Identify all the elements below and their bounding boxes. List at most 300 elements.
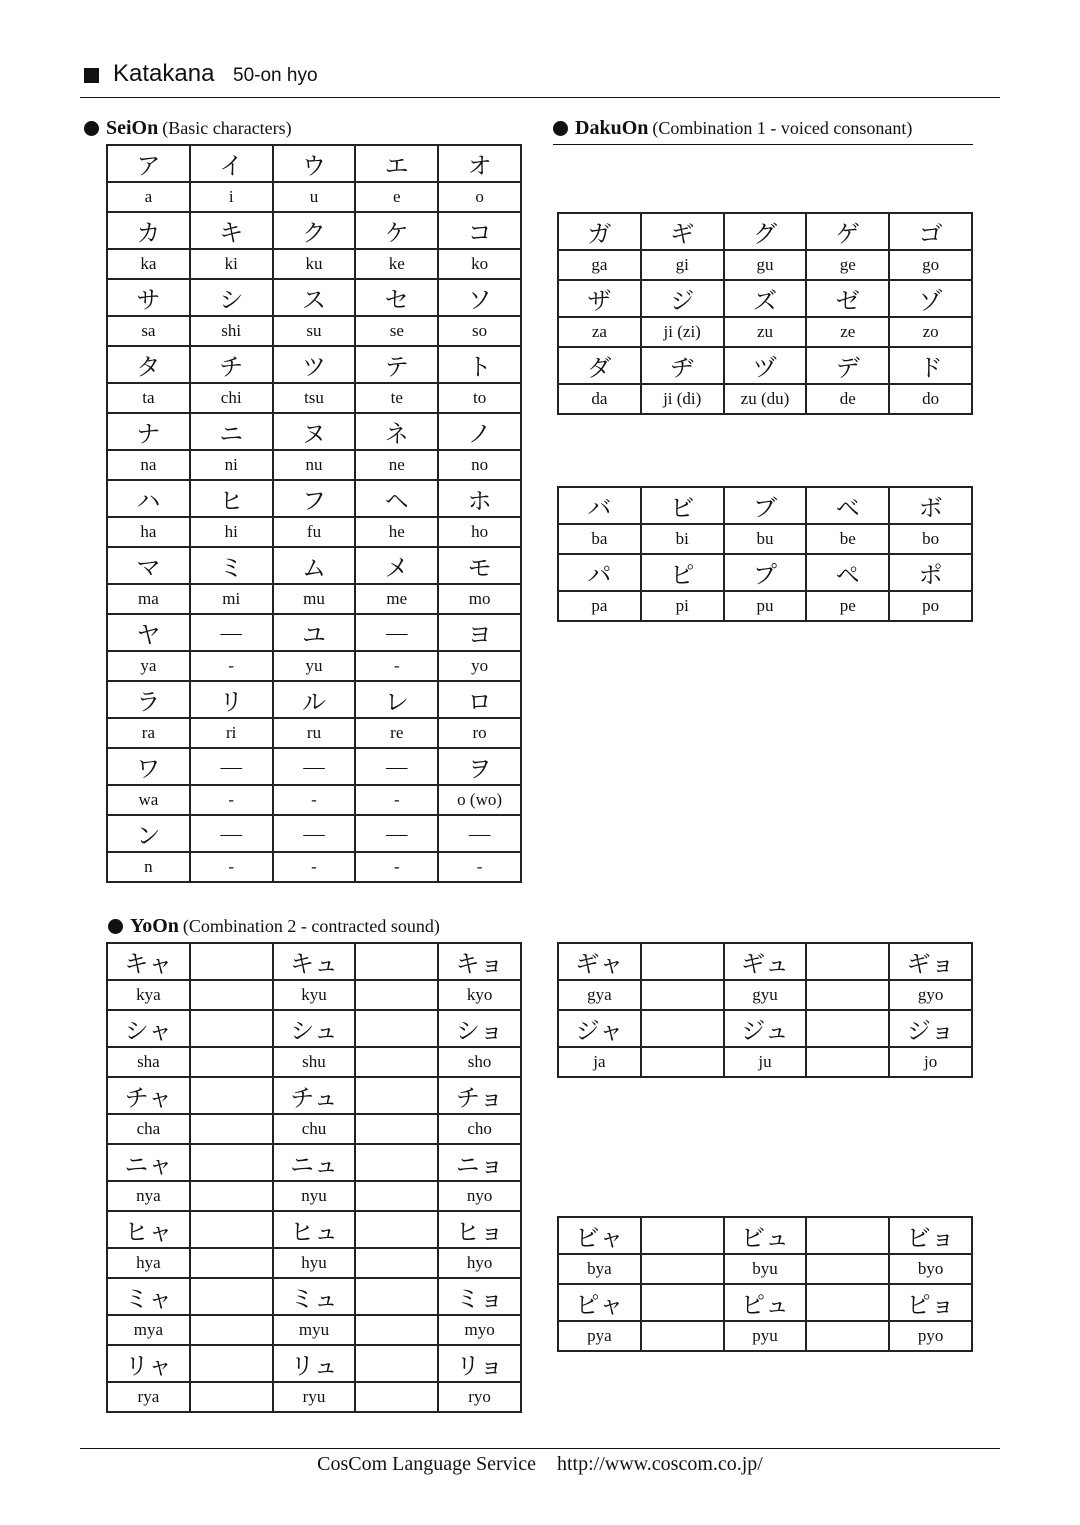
kana-cell: プ xyxy=(724,554,807,591)
kana-cell: リャ xyxy=(107,1345,190,1382)
kana-cell: — xyxy=(190,614,273,651)
romaji-cell: pu xyxy=(724,591,807,621)
romaji-cell: he xyxy=(355,517,438,547)
kana-cell: キュ xyxy=(273,943,356,980)
romaji-cell xyxy=(190,1382,273,1412)
kana-cell xyxy=(355,1077,438,1114)
kana-cell: モ xyxy=(438,547,521,584)
kana-cell: ガ xyxy=(558,213,641,250)
romaji-row xyxy=(558,591,972,621)
kana-cell: ワ xyxy=(107,748,190,785)
kana-cell xyxy=(190,1077,273,1114)
romaji-cell: ke xyxy=(355,249,438,279)
kana-row xyxy=(558,347,972,384)
kana-cell: ド xyxy=(889,347,972,384)
yoon-title: YoOn xyxy=(130,914,179,937)
kana-cell: ブ xyxy=(724,487,807,524)
kana-cell xyxy=(641,1217,724,1254)
romaji-cell: pya xyxy=(558,1321,641,1351)
romaji-row xyxy=(558,1254,972,1284)
romaji-cell: do xyxy=(889,384,972,414)
dakuon-title: DakuOn xyxy=(575,116,649,139)
kana-cell: ビュ xyxy=(724,1217,807,1254)
kana-cell: ビャ xyxy=(558,1217,641,1254)
romaji-cell: ri xyxy=(190,718,273,748)
kana-cell: ベ xyxy=(806,487,889,524)
romaji-cell: hi xyxy=(190,517,273,547)
romaji-cell: pi xyxy=(641,591,724,621)
romaji-cell: ze xyxy=(806,317,889,347)
kana-cell: ラ xyxy=(107,681,190,718)
romaji-cell: myu xyxy=(273,1315,356,1345)
kana-cell xyxy=(641,1010,724,1047)
square-bullet-icon xyxy=(84,68,99,83)
romaji-row xyxy=(107,1181,521,1211)
romaji-cell: gyo xyxy=(889,980,972,1010)
kana-cell: — xyxy=(355,815,438,852)
romaji-cell: ki xyxy=(190,249,273,279)
romaji-cell: zu xyxy=(724,317,807,347)
romaji-cell: pyo xyxy=(889,1321,972,1351)
kana-cell: ジュ xyxy=(724,1010,807,1047)
kana-cell: — xyxy=(190,815,273,852)
romaji-cell: yu xyxy=(273,651,356,681)
kana-row xyxy=(107,1077,521,1114)
kana-cell: ヒュ xyxy=(273,1211,356,1248)
romaji-cell: ya xyxy=(107,651,190,681)
kana-cell: ク xyxy=(273,212,356,249)
romaji-cell: za xyxy=(558,317,641,347)
dakuon-desc: (Combination 1 - voiced consonant) xyxy=(652,117,913,138)
romaji-cell xyxy=(190,1248,273,1278)
romaji-cell: o (wo) xyxy=(438,785,521,815)
kana-cell xyxy=(355,1278,438,1315)
romaji-cell xyxy=(355,980,438,1010)
yoon-heading xyxy=(108,914,440,938)
kana-cell: ヒョ xyxy=(438,1211,521,1248)
kana-row xyxy=(107,681,521,718)
kana-cell: リ xyxy=(190,681,273,718)
romaji-cell xyxy=(355,1181,438,1211)
kana-cell: ジ xyxy=(641,280,724,317)
romaji-cell: tsu xyxy=(273,383,356,413)
kana-row xyxy=(107,480,521,517)
romaji-cell: sha xyxy=(107,1047,190,1077)
romaji-cell: mu xyxy=(273,584,356,614)
kana-cell: ハ xyxy=(107,480,190,517)
kana-cell: ショ xyxy=(438,1010,521,1047)
romaji-cell: shi xyxy=(190,316,273,346)
romaji-cell xyxy=(190,1114,273,1144)
kana-cell: ヲ xyxy=(438,748,521,785)
kana-cell: ナ xyxy=(107,413,190,450)
romaji-cell: ba xyxy=(558,524,641,554)
kana-cell: リョ xyxy=(438,1345,521,1382)
kana-cell xyxy=(355,1345,438,1382)
romaji-cell: ho xyxy=(438,517,521,547)
kana-cell: ニャ xyxy=(107,1144,190,1181)
romaji-cell: mi xyxy=(190,584,273,614)
kana-cell: ウ xyxy=(273,145,356,182)
romaji-cell: pa xyxy=(558,591,641,621)
kana-row xyxy=(107,815,521,852)
romaji-cell: chu xyxy=(273,1114,356,1144)
romaji-cell: ma xyxy=(107,584,190,614)
romaji-cell: hya xyxy=(107,1248,190,1278)
kana-cell: ス xyxy=(273,279,356,316)
romaji-row xyxy=(107,450,521,480)
kana-cell xyxy=(806,1010,889,1047)
romaji-row xyxy=(558,1047,972,1077)
kana-cell: ノ xyxy=(438,413,521,450)
kana-cell: ロ xyxy=(438,681,521,718)
romaji-cell: bo xyxy=(889,524,972,554)
romaji-cell: go xyxy=(889,250,972,280)
kana-cell: デ xyxy=(806,347,889,384)
dakuon-heading xyxy=(553,116,912,140)
kana-cell: ミュ xyxy=(273,1278,356,1315)
romaji-cell: ga xyxy=(558,250,641,280)
seion-heading xyxy=(84,116,292,140)
romaji-row xyxy=(107,383,521,413)
kana-row xyxy=(107,614,521,651)
kana-cell: チャ xyxy=(107,1077,190,1114)
kana-cell: ボ xyxy=(889,487,972,524)
kana-cell: メ xyxy=(355,547,438,584)
romaji-row xyxy=(107,651,521,681)
kana-row xyxy=(107,413,521,450)
kana-row xyxy=(558,280,972,317)
kana-cell xyxy=(806,1284,889,1321)
romaji-row xyxy=(107,1382,521,1412)
kana-cell xyxy=(190,1010,273,1047)
kana-cell: チ xyxy=(190,346,273,383)
romaji-cell: - xyxy=(438,852,521,882)
romaji-row xyxy=(107,1114,521,1144)
romaji-cell: mya xyxy=(107,1315,190,1345)
romaji-cell: to xyxy=(438,383,521,413)
kana-cell: テ xyxy=(355,346,438,383)
page-title-text: Katakana xyxy=(113,60,215,87)
kana-cell: チュ xyxy=(273,1077,356,1114)
romaji-cell: se xyxy=(355,316,438,346)
kana-cell: キ xyxy=(190,212,273,249)
kana-cell: ジャ xyxy=(558,1010,641,1047)
romaji-cell: ryu xyxy=(273,1382,356,1412)
kana-cell: ポ xyxy=(889,554,972,591)
romaji-cell xyxy=(190,1315,273,1345)
romaji-row xyxy=(558,1321,972,1351)
romaji-cell xyxy=(641,1321,724,1351)
romaji-cell: ra xyxy=(107,718,190,748)
kana-cell: ヒ xyxy=(190,480,273,517)
kana-cell: サ xyxy=(107,279,190,316)
kana-cell xyxy=(355,1010,438,1047)
yoon-voiced-table-g-j xyxy=(557,942,973,1078)
kana-cell: オ xyxy=(438,145,521,182)
romaji-cell: ge xyxy=(806,250,889,280)
kana-cell: ケ xyxy=(355,212,438,249)
romaji-cell: nya xyxy=(107,1181,190,1211)
romaji-cell xyxy=(641,1047,724,1077)
kana-cell: ペ xyxy=(806,554,889,591)
kana-cell: ユ xyxy=(273,614,356,651)
romaji-cell: pyu xyxy=(724,1321,807,1351)
romaji-cell xyxy=(641,980,724,1010)
kana-cell: — xyxy=(273,748,356,785)
kana-cell xyxy=(355,943,438,980)
kana-cell: ヂ xyxy=(641,347,724,384)
romaji-cell xyxy=(355,1248,438,1278)
romaji-cell: jo xyxy=(889,1047,972,1077)
kana-cell: ゲ xyxy=(806,213,889,250)
romaji-cell: gu xyxy=(724,250,807,280)
romaji-cell xyxy=(355,1382,438,1412)
kana-cell: ザ xyxy=(558,280,641,317)
kana-cell: シュ xyxy=(273,1010,356,1047)
romaji-cell: wa xyxy=(107,785,190,815)
romaji-cell: so xyxy=(438,316,521,346)
romaji-cell: pe xyxy=(806,591,889,621)
kana-cell: ニョ xyxy=(438,1144,521,1181)
kana-row xyxy=(107,943,521,980)
kana-cell: ソ xyxy=(438,279,521,316)
kana-row xyxy=(107,1278,521,1315)
romaji-cell: kya xyxy=(107,980,190,1010)
kana-cell: マ xyxy=(107,547,190,584)
kana-row xyxy=(107,145,521,182)
romaji-row xyxy=(107,852,521,882)
kana-cell: レ xyxy=(355,681,438,718)
kana-cell xyxy=(190,1278,273,1315)
footer-url[interactable]: http://www.coscom.co.jp/ xyxy=(556,1453,763,1475)
romaji-cell: ju xyxy=(724,1047,807,1077)
romaji-row xyxy=(107,1315,521,1345)
romaji-cell: - xyxy=(273,852,356,882)
page-subtitle: 50-on hyo xyxy=(233,65,318,86)
romaji-cell: hyo xyxy=(438,1248,521,1278)
kana-cell: イ xyxy=(190,145,273,182)
romaji-cell: cho xyxy=(438,1114,521,1144)
kana-cell: ア xyxy=(107,145,190,182)
romaji-cell: ro xyxy=(438,718,521,748)
kana-row xyxy=(558,213,972,250)
kana-row xyxy=(558,1217,972,1254)
romaji-cell: - xyxy=(190,785,273,815)
romaji-cell: da xyxy=(558,384,641,414)
romaji-cell: na xyxy=(107,450,190,480)
dakuon-heading-rule xyxy=(553,144,973,145)
kana-cell: パ xyxy=(558,554,641,591)
romaji-row xyxy=(558,250,972,280)
kana-cell: ギュ xyxy=(724,943,807,980)
romaji-cell: gyu xyxy=(724,980,807,1010)
kana-cell: ピョ xyxy=(889,1284,972,1321)
romaji-cell: byo xyxy=(889,1254,972,1284)
kana-cell: キョ xyxy=(438,943,521,980)
kana-row xyxy=(558,554,972,591)
romaji-cell: - xyxy=(355,852,438,882)
kana-row xyxy=(107,1345,521,1382)
kana-cell: リュ xyxy=(273,1345,356,1382)
romaji-cell: cha xyxy=(107,1114,190,1144)
romaji-cell: ryo xyxy=(438,1382,521,1412)
kana-cell: — xyxy=(355,614,438,651)
romaji-cell: me xyxy=(355,584,438,614)
kana-cell: ヒャ xyxy=(107,1211,190,1248)
kana-cell: ギョ xyxy=(889,943,972,980)
romaji-cell: su xyxy=(273,316,356,346)
romaji-row xyxy=(107,1047,521,1077)
romaji-cell xyxy=(806,1321,889,1351)
romaji-cell: ni xyxy=(190,450,273,480)
kana-row xyxy=(558,487,972,524)
romaji-cell: mo xyxy=(438,584,521,614)
kana-cell: ギ xyxy=(641,213,724,250)
kana-cell: シ xyxy=(190,279,273,316)
romaji-cell: - xyxy=(273,785,356,815)
kana-cell: ゴ xyxy=(889,213,972,250)
kana-cell xyxy=(641,1284,724,1321)
romaji-cell xyxy=(355,1114,438,1144)
kana-cell: ネ xyxy=(355,413,438,450)
kana-cell: カ xyxy=(107,212,190,249)
romaji-cell: re xyxy=(355,718,438,748)
kana-cell: ミョ xyxy=(438,1278,521,1315)
header-rule xyxy=(80,97,1000,98)
kana-cell: ダ xyxy=(558,347,641,384)
romaji-row xyxy=(107,980,521,1010)
romaji-row xyxy=(107,785,521,815)
kana-cell: ン xyxy=(107,815,190,852)
kana-cell: ゼ xyxy=(806,280,889,317)
kana-cell: ツ xyxy=(273,346,356,383)
romaji-cell: ji (di) xyxy=(641,384,724,414)
kana-cell: — xyxy=(190,748,273,785)
romaji-row xyxy=(107,584,521,614)
kana-cell: ヅ xyxy=(724,347,807,384)
kana-cell: チョ xyxy=(438,1077,521,1114)
kana-cell xyxy=(190,1144,273,1181)
romaji-cell: ta xyxy=(107,383,190,413)
romaji-cell xyxy=(806,1047,889,1077)
romaji-cell: byu xyxy=(724,1254,807,1284)
kana-row xyxy=(107,1211,521,1248)
romaji-cell: bi xyxy=(641,524,724,554)
kana-cell: バ xyxy=(558,487,641,524)
romaji-cell: ka xyxy=(107,249,190,279)
circle-bullet-icon xyxy=(108,919,123,934)
footer xyxy=(0,1453,1080,1476)
seion-table xyxy=(106,144,522,883)
romaji-cell xyxy=(355,1047,438,1077)
romaji-cell xyxy=(806,1254,889,1284)
romaji-cell: myo xyxy=(438,1315,521,1345)
kana-cell: ピュ xyxy=(724,1284,807,1321)
yoon-desc: (Combination 2 - contracted sound) xyxy=(182,915,440,936)
kana-cell: ム xyxy=(273,547,356,584)
yoon-voiced-table-b-p xyxy=(557,1216,973,1352)
kana-row xyxy=(107,212,521,249)
kana-row xyxy=(558,1010,972,1047)
romaji-cell: nyo xyxy=(438,1181,521,1211)
romaji-row xyxy=(107,517,521,547)
kana-cell: コ xyxy=(438,212,521,249)
romaji-cell: u xyxy=(273,182,356,212)
kana-cell: ニュ xyxy=(273,1144,356,1181)
kana-cell: ピャ xyxy=(558,1284,641,1321)
romaji-cell: sa xyxy=(107,316,190,346)
kana-cell: ヌ xyxy=(273,413,356,450)
kana-row xyxy=(558,1284,972,1321)
dakuon-table-g-z-d xyxy=(557,212,973,415)
yoon-table xyxy=(106,942,522,1413)
kana-cell: ト xyxy=(438,346,521,383)
kana-cell: — xyxy=(355,748,438,785)
romaji-cell xyxy=(355,1315,438,1345)
romaji-cell xyxy=(806,980,889,1010)
kana-cell: キャ xyxy=(107,943,190,980)
romaji-cell: de xyxy=(806,384,889,414)
romaji-cell xyxy=(190,1181,273,1211)
romaji-cell xyxy=(190,1047,273,1077)
kana-cell: ビ xyxy=(641,487,724,524)
dakuon-table-b-p xyxy=(557,486,973,622)
kana-row xyxy=(107,547,521,584)
romaji-cell: ku xyxy=(273,249,356,279)
romaji-cell: - xyxy=(190,852,273,882)
kana-cell: シャ xyxy=(107,1010,190,1047)
romaji-cell: e xyxy=(355,182,438,212)
seion-title: SeiOn xyxy=(106,116,159,139)
kana-cell xyxy=(355,1211,438,1248)
romaji-cell: te xyxy=(355,383,438,413)
romaji-cell: be xyxy=(806,524,889,554)
romaji-cell xyxy=(641,1254,724,1284)
romaji-cell: shu xyxy=(273,1047,356,1077)
kana-cell xyxy=(190,943,273,980)
kana-cell: ピ xyxy=(641,554,724,591)
romaji-cell xyxy=(190,980,273,1010)
romaji-cell: - xyxy=(190,651,273,681)
kana-row xyxy=(107,1010,521,1047)
romaji-cell: chi xyxy=(190,383,273,413)
romaji-row xyxy=(107,718,521,748)
kana-cell xyxy=(641,943,724,980)
romaji-cell: bya xyxy=(558,1254,641,1284)
romaji-cell: rya xyxy=(107,1382,190,1412)
romaji-cell: zu (du) xyxy=(724,384,807,414)
romaji-cell: zo xyxy=(889,317,972,347)
romaji-row xyxy=(107,182,521,212)
romaji-row xyxy=(107,316,521,346)
romaji-row xyxy=(558,980,972,1010)
kana-cell xyxy=(355,1144,438,1181)
romaji-cell: gi xyxy=(641,250,724,280)
romaji-cell: fu xyxy=(273,517,356,547)
romaji-cell: - xyxy=(355,785,438,815)
romaji-cell: hyu xyxy=(273,1248,356,1278)
kana-row xyxy=(107,279,521,316)
romaji-cell: ji (zi) xyxy=(641,317,724,347)
kana-cell: ズ xyxy=(724,280,807,317)
kana-cell: ホ xyxy=(438,480,521,517)
kana-cell: ニ xyxy=(190,413,273,450)
kana-cell: ル xyxy=(273,681,356,718)
romaji-cell: po xyxy=(889,591,972,621)
romaji-cell: gya xyxy=(558,980,641,1010)
kana-cell: ヤ xyxy=(107,614,190,651)
